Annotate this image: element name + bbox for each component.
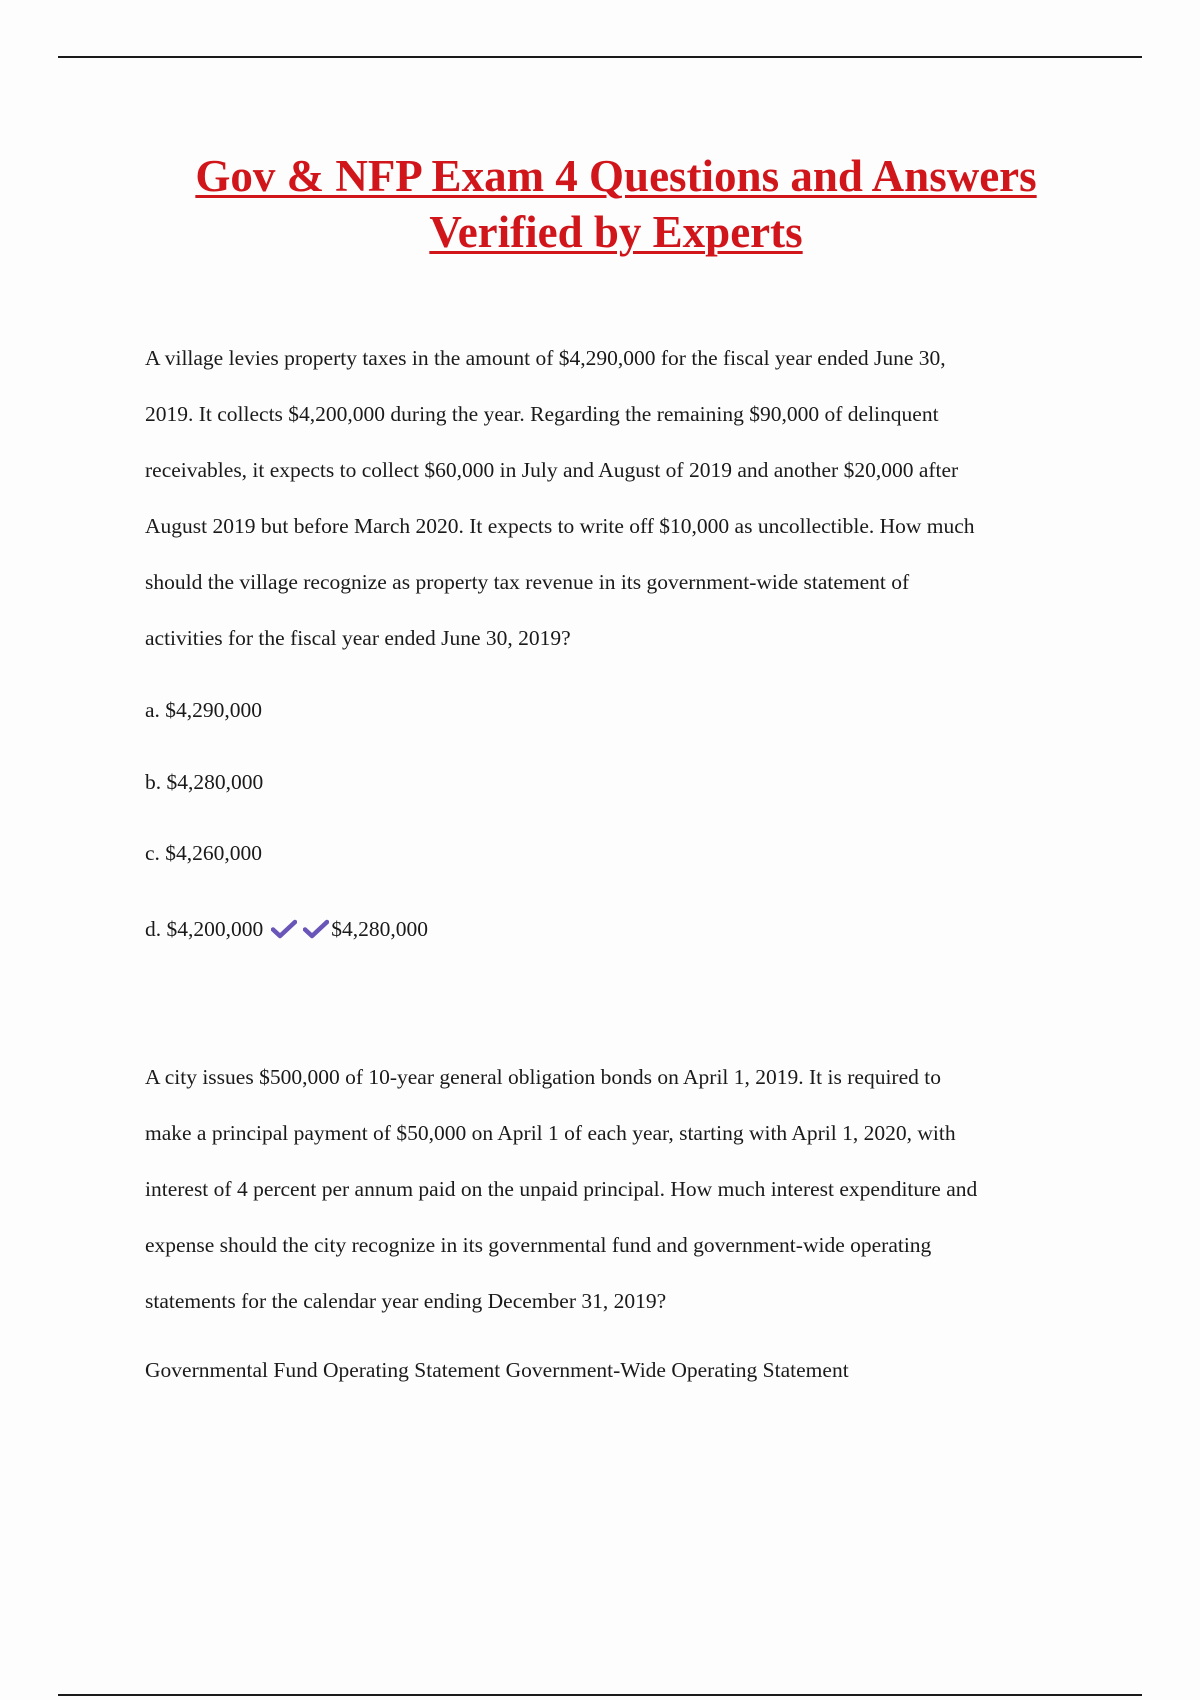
option-d-row bbox=[145, 914, 428, 944]
question-2-column-headers: Governmental Fund Operating Statement Government-Wide Operating Statement bbox=[145, 1358, 849, 1382]
question-1-line: 2019. It collects $4,200,000 during the year. Regarding the remaining $90,000 of delinquent bbox=[145, 402, 939, 426]
question-2-line: make a principal payment of $50,000 on April 1 of each year, starting with April 1, 2020, with bbox=[145, 1121, 956, 1145]
check-icon bbox=[271, 919, 297, 939]
question-1-line: should the village recognize as property tax revenue in its government-wide statement of bbox=[145, 570, 910, 594]
option-c: c. $4,260,000 bbox=[145, 841, 263, 865]
question-1-line: receivables, it expects to collect $60,000 in July and August of 2019 and another $20,000 after bbox=[145, 458, 959, 482]
question-1-line: A village levies property taxes in the amount of $4,290,000 for the fiscal year ended June 30, bbox=[145, 346, 946, 370]
verified-answer: $4,280,000 bbox=[331, 917, 428, 941]
title-line-1: Gov & NFP Exam 4 Questions and Answers bbox=[195, 151, 1037, 201]
page-title bbox=[0, 148, 1200, 260]
option-d: d. $4,200,000 bbox=[145, 917, 264, 941]
check-icon bbox=[303, 919, 329, 939]
question-2-text bbox=[145, 1049, 1085, 1329]
option-b: b. $4,280,000 bbox=[145, 770, 264, 794]
question-2-line: statements for the calendar year ending December 31, 2019? bbox=[145, 1289, 667, 1313]
question-2-line: expense should the city recognize in its governmental fund and government-wide operating bbox=[145, 1233, 932, 1257]
question-2-line: A city issues $500,000 of 10-year general obligation bonds on April 1, 2019. It is required to bbox=[145, 1065, 941, 1089]
option-a: a. $4,290,000 bbox=[145, 698, 263, 722]
question-1-text bbox=[145, 330, 1085, 666]
question-2-line: interest of 4 percent per annum paid on the unpaid principal. How much interest expenditure and bbox=[145, 1177, 978, 1201]
title-line-2: Verified by Experts bbox=[429, 207, 803, 257]
bottom-rule bbox=[58, 1694, 1142, 1696]
top-rule bbox=[58, 56, 1142, 58]
question-1-line: activities for the fiscal year ended June 30, 2019? bbox=[145, 626, 571, 650]
question-1-line: August 2019 but before March 2020. It expects to write off $10,000 as uncollectible. How much bbox=[145, 514, 975, 538]
